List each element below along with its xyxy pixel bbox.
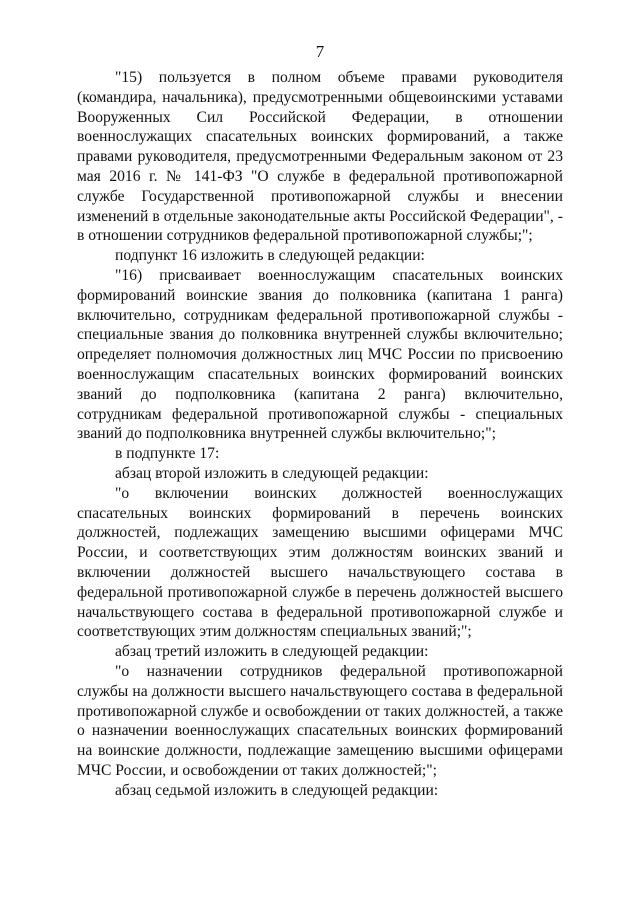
paragraph-instruction-16: подпункт 16 изложить в следующей редакции: [115,247,425,265]
paragraph-instruction-abzac-3: абзац третий изложить в следующей редакции: [115,643,429,661]
paragraph-item-16: "16) присваивает военнослужащим спасательных воинских формирований воинские звания до полковника (капитана 1 ранга) включительно, сотрудникам федеральной противопожарной службы - специальные звания до полковника внутренней службы включительно; определяет полномочия должностных лиц МЧС России по присвоению военнослужащим спасательных воинских формирований воинских званий до подполковника (капитана 2 ранга) включительно, сотрудникам федеральной противопожарной службы - специальных званий до подполковника внутренней службы включительно;"; [77,266,563,443]
document-body [77,68,563,800]
paragraph-abzac-3-text: "о назначении сотрудников федеральной противопожарной службы на должности высшего начальствующего состава в федеральной противопожарной службе и освобождении от таких должностей, а также о назначении военнослужащих спасательных воинских формирований на воинские должности, подлежащие замещению высшими офицерами МЧС России, и освобождении от таких должностей;"; [77,662,563,779]
paragraph-instruction-17: в подпункте 17: [115,445,220,463]
paragraph-instruction-abzac-7: абзац седьмой изложить в следующей редакции: [115,781,439,799]
page-number: 7 [315,42,325,61]
paragraph-item-15: "15) пользуется в полном объеме правами руководителя (командира, начальника), предусмотренными общевоинскими уставами Вооруженных Сил Российской Федерации, в отношении военнослужащих спасательных воинских формирований, а также правами руководителя, предусмотренными Федеральным законом от 23 мая 2016 г. № 141-ФЗ "О службе в федеральной противопожарной службе Государственной противопожарной службы и внесении изменений в отдельные законодательные акты Российской Федерации", - в отношении сотрудников федеральной противопожарной службы;"; [77,69,563,245]
paragraph-abzac-2-text: "о включении воинских должностей военнослужащих спасательных воинских формирований в перечень воинских должностей, подлежащих замещению высшими офицерами МЧС России, и соответствующих этим должностям воинских званий и включении должностей высшего начальствующего состава в федеральной противопожарной службе в перечень должностей высшего начальствующего состава в федеральной противопожарной службе и соответствующих этим должностям специальных званий;"; [77,484,563,641]
paragraph-instruction-abzac-2: абзац второй изложить в следующей редакции: [115,464,429,482]
